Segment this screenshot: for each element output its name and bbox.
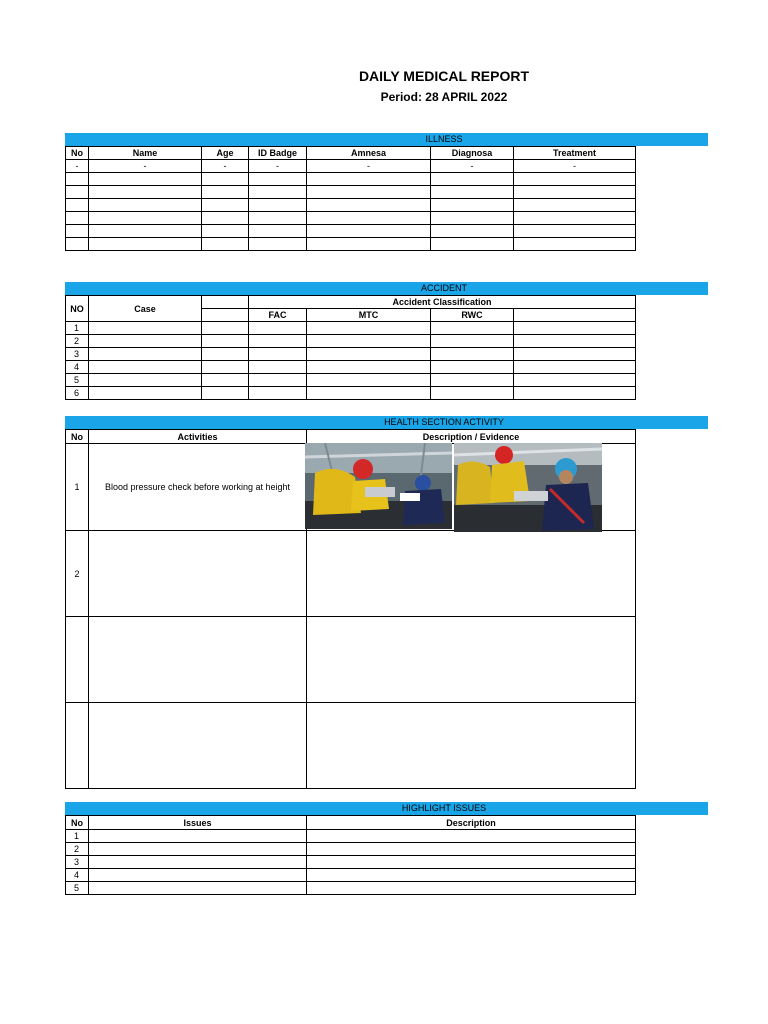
- table-cell: [89, 361, 202, 374]
- illness-col-no: No: [66, 147, 89, 160]
- table-cell: [431, 212, 514, 225]
- accident-col-case: Case: [89, 296, 202, 322]
- report-title: DAILY MEDICAL REPORT: [358, 68, 530, 84]
- table-row: [66, 160, 636, 173]
- table-cell: [66, 212, 89, 225]
- worker-bp-photo-2-icon: [454, 443, 602, 532]
- table-row: [66, 882, 636, 895]
- table-cell: [202, 186, 249, 199]
- table-cell: [249, 361, 307, 374]
- table-cell: [514, 348, 636, 361]
- table-cell: [514, 225, 636, 238]
- table-cell: [307, 238, 431, 251]
- table-cell: [89, 882, 307, 895]
- highlight-section-band: [65, 802, 708, 815]
- table-cell: -: [307, 160, 431, 173]
- accident-section-band: [65, 282, 708, 295]
- table-cell: [307, 843, 636, 856]
- activity-text: [89, 703, 307, 789]
- illness-col-diagnosa: Diagnosa: [431, 147, 514, 160]
- table-cell: -: [202, 160, 249, 173]
- table-cell: [249, 238, 307, 251]
- table-cell: [514, 335, 636, 348]
- table-row: [66, 199, 636, 212]
- table-cell: [431, 238, 514, 251]
- table-cell: [249, 374, 307, 387]
- evidence-cell: [307, 617, 636, 703]
- table-row: [66, 186, 636, 199]
- table-cell: [514, 173, 636, 186]
- table-row: [66, 322, 636, 335]
- row-number: 1: [66, 322, 89, 335]
- activity-text: Blood pressure check before working at height: [89, 444, 307, 531]
- table-row: [66, 843, 636, 856]
- table-cell: [307, 374, 431, 387]
- table-cell: [307, 830, 636, 843]
- health-col-no: No: [66, 430, 89, 444]
- accident-section-title: ACCIDENT: [420, 283, 467, 293]
- row-number: 5: [66, 374, 89, 387]
- table-cell: [307, 212, 431, 225]
- row-number: 5: [66, 882, 89, 895]
- row-number: 3: [66, 348, 89, 361]
- table-cell: [249, 348, 307, 361]
- highlight-col-description: Description: [307, 816, 636, 830]
- table-cell: [89, 856, 307, 869]
- table-cell: [66, 225, 89, 238]
- table-cell: [202, 225, 249, 238]
- table-cell: [514, 387, 636, 400]
- table-cell: -: [249, 160, 307, 173]
- health-header-row: [66, 430, 636, 444]
- evidence-cell: [307, 703, 636, 789]
- table-row: [66, 387, 636, 400]
- health-col-activities: Activities: [89, 430, 307, 444]
- table-cell: [307, 348, 431, 361]
- highlight-section-title: HIGHLIGHT ISSUES: [401, 803, 487, 813]
- illness-col-id-badge: ID Badge: [249, 147, 307, 160]
- table-cell: [431, 387, 514, 400]
- illness-section-band: [65, 133, 708, 146]
- accident-col-rwc: RWC: [431, 309, 514, 322]
- table-cell: [89, 186, 202, 199]
- table-cell: [249, 173, 307, 186]
- evidence-cell: [307, 531, 636, 617]
- illness-col-name: Name: [89, 147, 202, 160]
- table-cell: -: [89, 160, 202, 173]
- table-row: [66, 374, 636, 387]
- table-cell: [514, 374, 636, 387]
- table-cell: [202, 322, 249, 335]
- row-number: [66, 703, 89, 789]
- table-row: [66, 531, 636, 617]
- table-cell: [66, 199, 89, 212]
- highlight-col-no: No: [66, 816, 89, 830]
- table-cell: [202, 296, 249, 309]
- table-cell: [202, 361, 249, 374]
- row-number: 4: [66, 869, 89, 882]
- table-cell: [431, 361, 514, 374]
- table-row: [66, 617, 636, 703]
- table-cell: [307, 387, 431, 400]
- table-cell: [514, 238, 636, 251]
- table-cell: [89, 238, 202, 251]
- row-number: [66, 617, 89, 703]
- table-cell: [89, 387, 202, 400]
- illness-col-amnesa: Amnesa: [307, 147, 431, 160]
- table-cell: [89, 199, 202, 212]
- table-cell: [249, 387, 307, 400]
- table-cell: [514, 212, 636, 225]
- table-cell: [89, 212, 202, 225]
- table-cell: [249, 186, 307, 199]
- table-cell: [431, 348, 514, 361]
- table-row: [66, 361, 636, 374]
- row-number: 3: [66, 856, 89, 869]
- table-cell: [431, 374, 514, 387]
- row-number: 1: [66, 444, 89, 531]
- table-cell: [202, 374, 249, 387]
- table-cell: [431, 322, 514, 335]
- table-cell: -: [66, 160, 89, 173]
- table-row: [66, 869, 636, 882]
- table-cell: [307, 173, 431, 186]
- table-row: [66, 856, 636, 869]
- table-cell: [307, 882, 636, 895]
- table-cell: [431, 186, 514, 199]
- accident-table: [65, 295, 636, 400]
- table-cell: [431, 335, 514, 348]
- table-cell: [89, 843, 307, 856]
- table-cell: [89, 322, 202, 335]
- table-row: [66, 238, 636, 251]
- table-cell: [89, 374, 202, 387]
- table-cell: [514, 309, 636, 322]
- table-cell: [307, 361, 431, 374]
- table-cell: [307, 225, 431, 238]
- table-cell: [249, 335, 307, 348]
- illness-col-treatment: Treatment: [514, 147, 636, 160]
- table-row: [66, 173, 636, 186]
- table-cell: [89, 830, 307, 843]
- activity-text: [89, 617, 307, 703]
- table-cell: [307, 869, 636, 882]
- table-cell: [89, 225, 202, 238]
- table-cell: [514, 199, 636, 212]
- table-cell: [249, 322, 307, 335]
- illness-section-title: ILLNESS: [425, 134, 463, 144]
- accident-header-row: [66, 296, 636, 309]
- table-cell: [89, 348, 202, 361]
- accident-col-fac: FAC: [249, 309, 307, 322]
- row-number: 2: [66, 335, 89, 348]
- table-cell: [202, 173, 249, 186]
- table-cell: [249, 225, 307, 238]
- table-cell: -: [514, 160, 636, 173]
- highlight-header-row: [66, 816, 636, 830]
- highlight-col-issues: Issues: [89, 816, 307, 830]
- table-cell: [202, 309, 249, 322]
- health-section-band: [65, 416, 708, 429]
- table-cell: [249, 199, 307, 212]
- table-row: [66, 225, 636, 238]
- table-cell: [431, 173, 514, 186]
- accident-col-no: NO: [66, 296, 89, 322]
- table-cell: [307, 856, 636, 869]
- highlight-issues-table: [65, 815, 636, 895]
- table-cell: [431, 225, 514, 238]
- table-cell: [307, 322, 431, 335]
- table-cell: [202, 238, 249, 251]
- table-cell: [89, 869, 307, 882]
- worker-bp-photo-1-icon: [305, 443, 452, 529]
- row-number: 6: [66, 387, 89, 400]
- health-col-description: Description / Evidence: [307, 430, 636, 444]
- table-cell: [307, 186, 431, 199]
- table-row: [66, 348, 636, 361]
- report-period: Period: 28 APRIL 2022: [380, 90, 508, 104]
- table-cell: [89, 173, 202, 186]
- table-cell: [514, 361, 636, 374]
- table-cell: [514, 322, 636, 335]
- table-cell: [202, 387, 249, 400]
- table-row: [66, 335, 636, 348]
- table-row: [66, 703, 636, 789]
- table-cell: -: [431, 160, 514, 173]
- table-cell: [66, 186, 89, 199]
- table-cell: [66, 173, 89, 186]
- illness-col-age: Age: [202, 147, 249, 160]
- table-cell: [431, 199, 514, 212]
- row-number: 2: [66, 531, 89, 617]
- row-number: 1: [66, 830, 89, 843]
- table-cell: [514, 186, 636, 199]
- accident-col-mtc: MTC: [307, 309, 431, 322]
- activity-text: [89, 531, 307, 617]
- row-number: 2: [66, 843, 89, 856]
- table-cell: [202, 348, 249, 361]
- row-number: 4: [66, 361, 89, 374]
- table-row: [66, 212, 636, 225]
- table-cell: [307, 335, 431, 348]
- table-cell: [202, 212, 249, 225]
- table-cell: [307, 199, 431, 212]
- table-row: [66, 830, 636, 843]
- table-cell: [202, 199, 249, 212]
- table-cell: [66, 238, 89, 251]
- table-cell: [249, 212, 307, 225]
- table-cell: [89, 335, 202, 348]
- illness-table: [65, 146, 636, 251]
- health-section-title: HEALTH SECTION ACTIVITY: [384, 417, 504, 427]
- table-cell: [202, 335, 249, 348]
- accident-classification-header: Accident Classification: [249, 296, 636, 309]
- illness-header-row: [66, 147, 636, 160]
